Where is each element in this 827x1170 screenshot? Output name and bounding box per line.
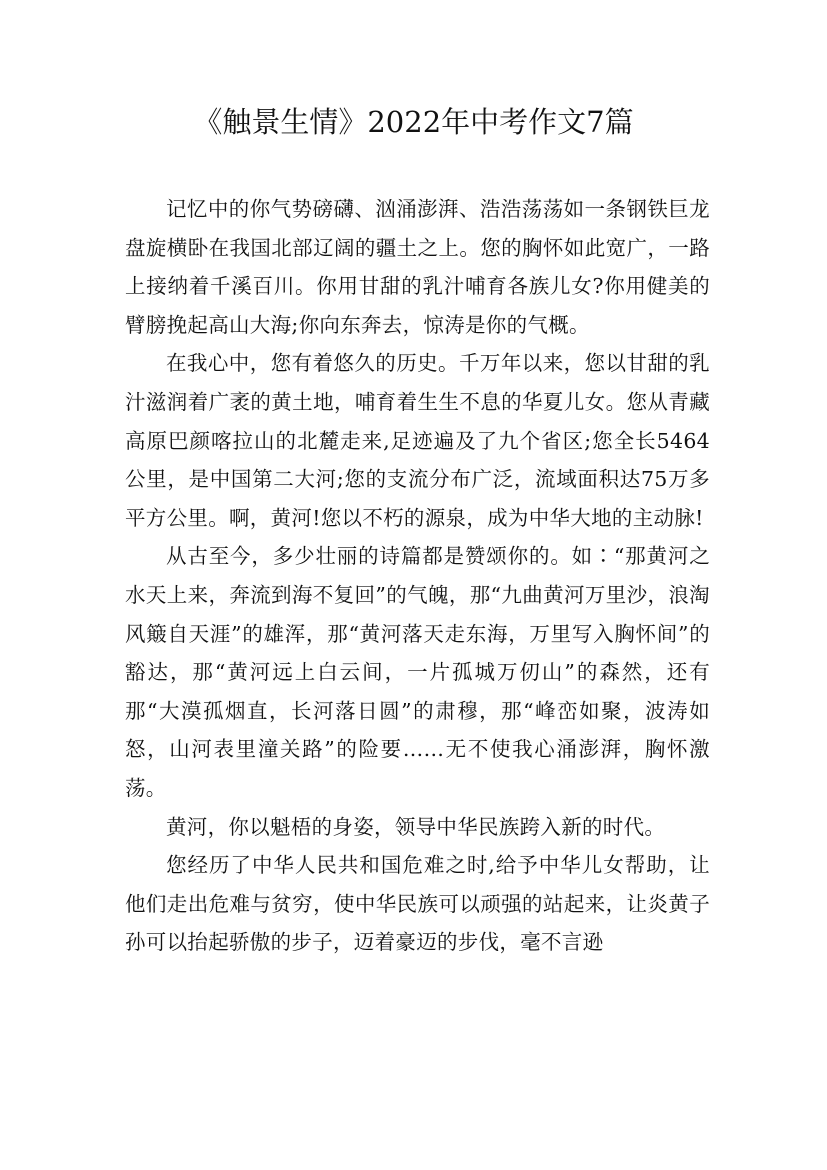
paragraph-3: 从古至今，多少壮丽的诗篇都是赞颂你的。如∶“那黄河之水天上来，奔流到海不复回”的气魄，那“九曲黄河万里沙，浪淘风簸自天涯”的雄浑，那“黄河落天走东海，万里写入胸怀间”的豁达，那“黄河远上白云间，一片孤城万仞山”的森然，还有那“大漠孤烟直，长河落日圆”的肃穆，那“峰峦如聚，波涛如怒，山河表里潼关路”的险要……无不使我心涌澎湃，胸怀激荡。 [125,544,710,800]
paragraph-1: 记忆中的你气势磅礴、汹涌澎湃、浩浩荡荡如一条钢铁巨龙盘旋横卧在我国北部辽阔的疆土之上。您的胸怀如此宽广，一路上接纳着千溪百川。你用甘甜的乳汁哺育各族儿女?你用健美的臂膀挽起高山大海;你向东奔去，惊涛是你的气概。 [125,197,710,337]
document-body [125,190,710,962]
paragraph-2: 在我心中，您有着悠久的历史。千万年以来，您以甘甜的乳汁滋润着广袤的黄土地，哺育着生生不息的华夏儿女。您从青藏高原巴颜喀拉山的北麓走来,足迹遍及了九个省区;您全长5464公里，是中国第二大河;您的支流分布广泛，流域面积达75万多平方公里。啊，黄河!您以不朽的源泉，成为中华大地的主动脉! [125,351,710,530]
paragraph-4: 黄河，你以魁梧的身姿，领导中华民族跨入新的时代。 [166,814,666,839]
paragraph-5: 您经历了中华人民共和国危难之时,给予中华儿女帮助，让他们走出危难与贫穷，使中华民族可以顽强的站起来，让炎黄子孙可以抬起骄傲的步子，迈着豪迈的步伐，毫不言逊 [125,853,710,955]
document-title: 《触景生情》2022年中考作文7篇 [193,105,634,139]
